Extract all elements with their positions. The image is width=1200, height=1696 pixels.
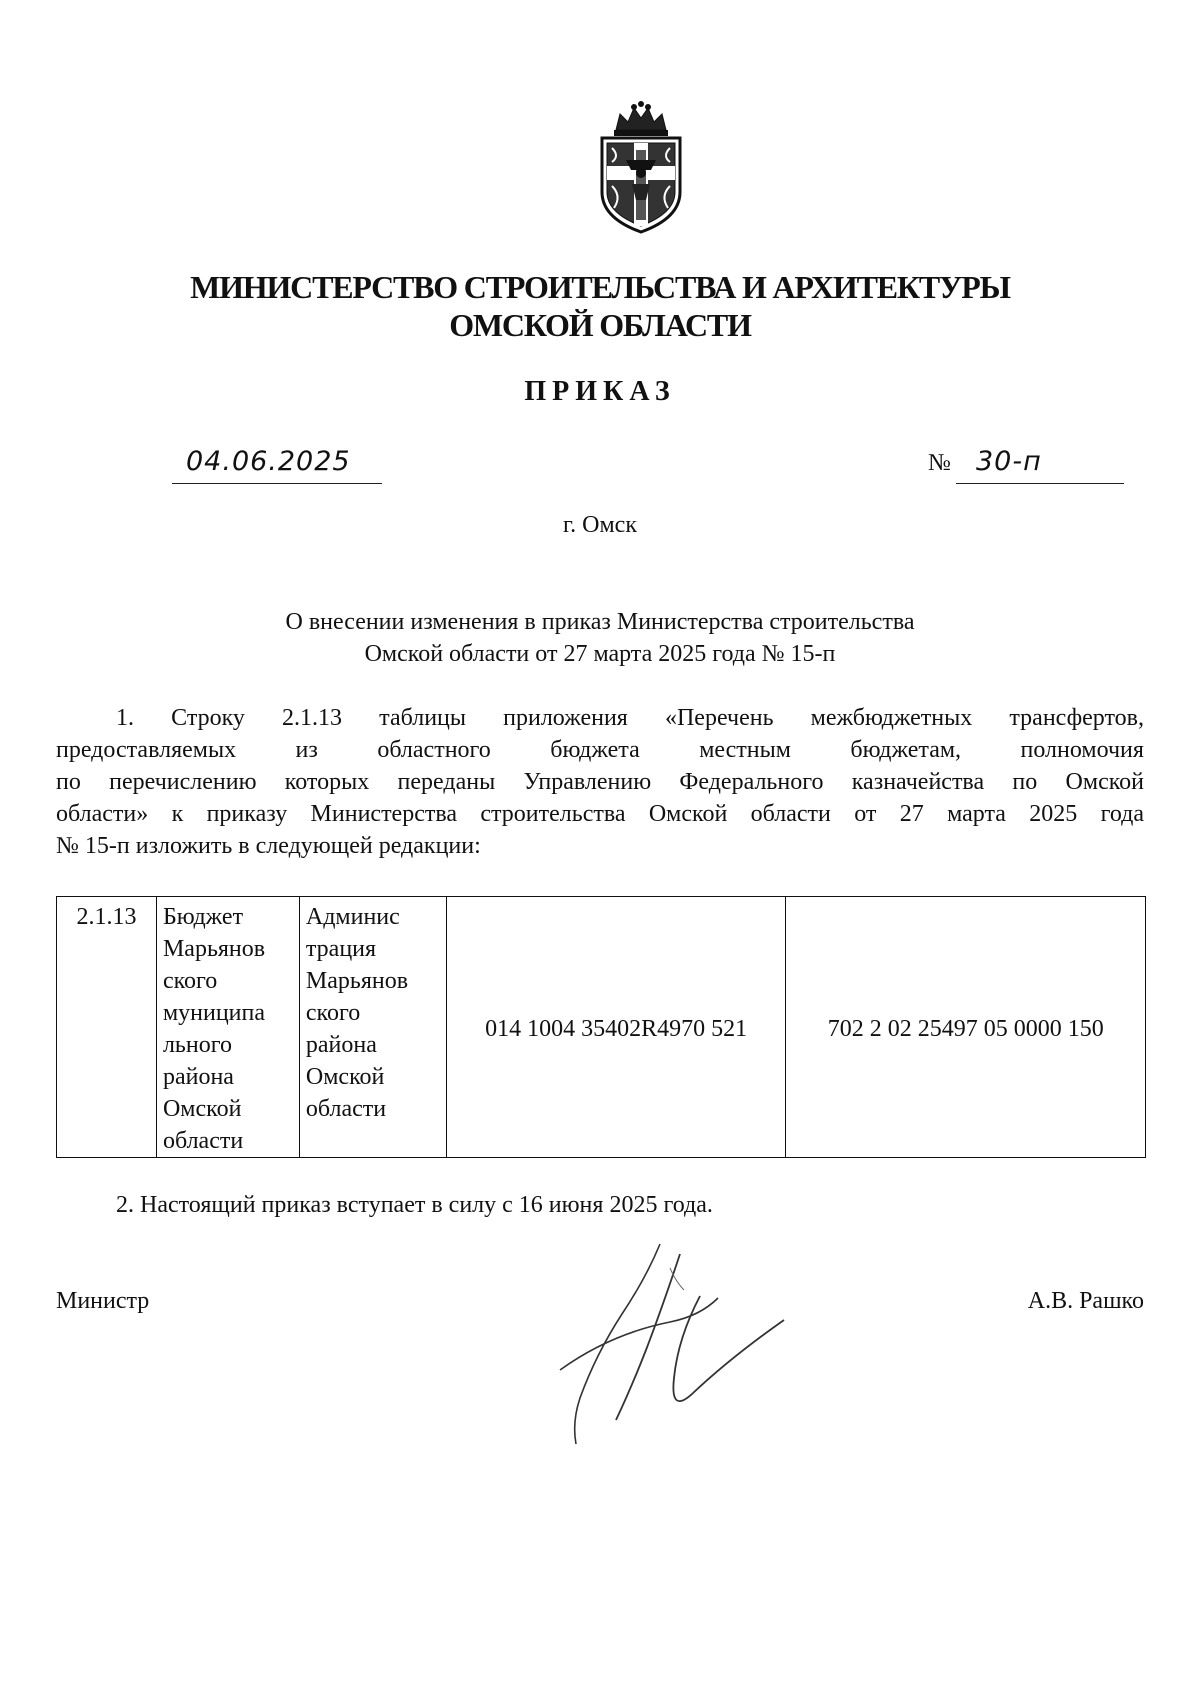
budget-name-line: Омской <box>162 1096 242 1122</box>
budget-name-line: Бюджет <box>162 904 244 930</box>
coat-of-arms-icon <box>596 100 686 236</box>
row-code-cell: 2.1.13 <box>57 897 157 1158</box>
administrator-line: ского <box>305 1000 361 1026</box>
amendment-table <box>56 896 1146 1158</box>
budget-name-line: области <box>162 1128 244 1154</box>
paragraph-1-line5: № 15-п изложить в следующей редакции: <box>56 833 481 859</box>
paragraph-1-line2 <box>56 734 1144 766</box>
administrator-line: области <box>305 1096 387 1122</box>
paragraph-1-word: предоставляемых <box>56 737 237 763</box>
budget-name-line: Марьянов <box>162 936 266 962</box>
paragraph-1-line1: 1. Строку 2.1.13 таблицы приложения «Перечень межбюджетных трансфертов, <box>116 705 1144 731</box>
issue-city: г. Омск <box>563 512 637 538</box>
administrator-line: Админис <box>305 904 400 930</box>
paragraph-1-word: бюджетам, <box>850 737 962 763</box>
income-code-cell: 702 2 02 25497 05 0000 150 <box>786 897 1146 1158</box>
administrator-line: трация <box>305 936 377 962</box>
administrator-line: района <box>305 1032 377 1058</box>
paragraph-1-word: из <box>295 737 318 763</box>
administrator-line: Марьянов <box>305 968 409 994</box>
paragraph-1-word: полномочия <box>1020 737 1144 763</box>
budget-name-cell <box>156 897 299 1158</box>
paragraph-1-word: областного <box>377 737 491 763</box>
signatory-title: Министр <box>56 1288 150 1314</box>
table-row <box>57 897 1146 1158</box>
ministry-name-line2: ОМСКОЙ ОБЛАСТИ <box>449 307 751 343</box>
order-subject-line1: О внесении изменения в приказ Министерства строительства <box>285 609 915 635</box>
paragraph-1-word: бюджета <box>550 737 640 763</box>
order-number: 30-п <box>956 446 1124 484</box>
administrator-line: Омской <box>305 1064 385 1090</box>
order-date: 04.06.2025 <box>172 446 382 484</box>
paragraph-2: 2. Настоящий приказ вступает в силу с 16 июня 2025 года. <box>116 1192 713 1218</box>
paragraph-1-word: местным <box>699 737 791 763</box>
signatory-name: А.В. Рашко <box>1027 1288 1144 1314</box>
expense-code-cell: 014 1004 35402R4970 521 <box>446 897 786 1158</box>
ministry-name-line1: МИНИСТЕРСТВО СТРОИТЕЛЬСТВА И АРХИТЕКТУРЫ <box>190 269 1010 305</box>
signature-icon <box>550 1238 800 1458</box>
paragraph-1 <box>56 702 1144 862</box>
budget-name-line: ского <box>162 968 218 994</box>
paragraph-1-line4: области» к приказу Министерства строительства Омской области от 27 марта 2025 года <box>56 801 1144 827</box>
administrator-cell <box>299 897 446 1158</box>
paragraph-1-line3: по перечислению которых переданы Управлению Федерального казначейства по Омской <box>56 769 1144 795</box>
number-sign: № <box>928 450 951 476</box>
budget-name-line: льного <box>162 1032 232 1058</box>
budget-name-line: района <box>162 1064 234 1090</box>
order-subject-line2: Омской области от 27 марта 2025 года № 15-п <box>364 641 836 667</box>
document-type-title: ПРИКАЗ <box>524 376 676 407</box>
budget-name-line: муниципа <box>162 1000 266 1026</box>
